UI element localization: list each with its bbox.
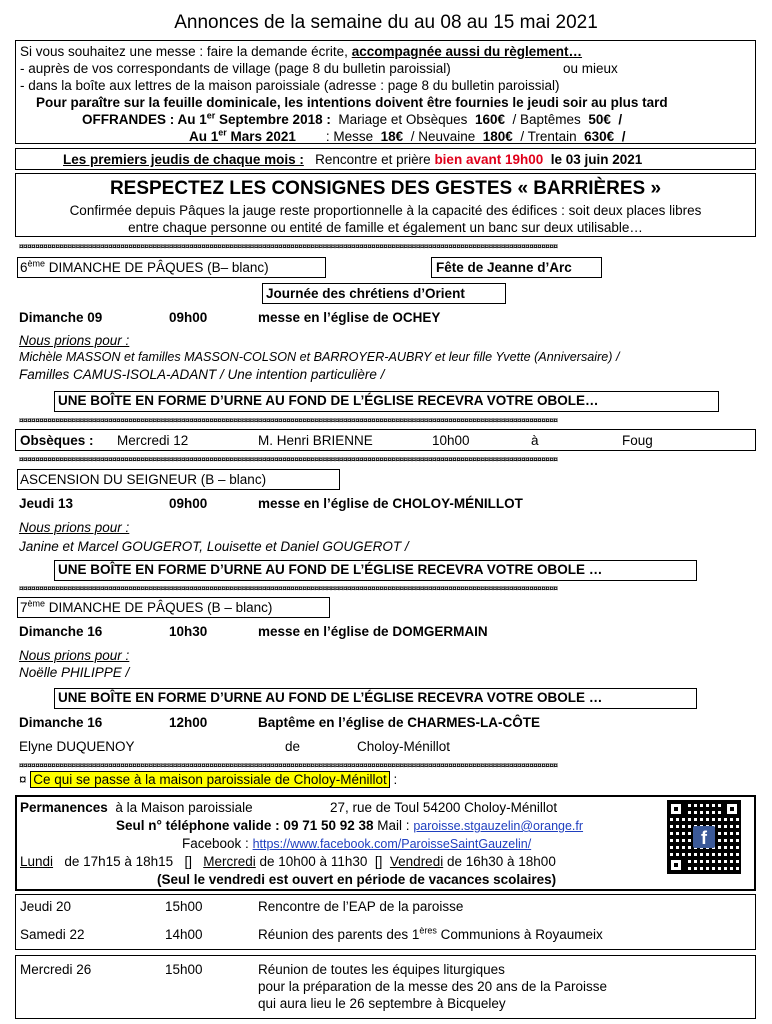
- ascension-event: messe en l’église de CHOLOY-MÉNILLOT: [258, 496, 523, 511]
- ascension-label: ASCENSION DU SEIGNEUR (B – blanc): [20, 472, 267, 487]
- sunday7-day: Dimanche 16: [19, 624, 103, 639]
- separator: ¤¤¤¤¤¤¤¤¤¤¤¤¤¤¤¤¤¤¤¤¤¤¤¤¤¤¤¤¤¤¤¤¤¤¤¤¤¤¤¤¤¤¤¤¤¤¤¤¤¤¤¤¤¤¤¤¤¤¤¤¤¤¤¤¤¤¤¤¤¤¤¤¤¤¤¤¤¤¤¤¤¤¤¤¤¤¤¤¤¤¤¤¤¤¤¤¤¤¤¤¤¤¤¤¤¤¤¤¤¤¤¤¤¤¤¤¤¤¤¤¤¤¤¤¤¤¤¤¤¤¤¤¤: [19, 456, 558, 464]
- offrandes-line-1: OFFRANDES : Au 1er Septembre 2018 : Mariage et Obsèques 160€ / Baptêmes 50€ /: [82, 110, 623, 127]
- bapteme-day: Dimanche 16: [19, 715, 103, 730]
- obseques-a: à: [531, 433, 539, 448]
- hours-line: Lundi de 17h15 à 18h15 [] Mercredi de 10h00 à 11h30 [] Vendredi de 16h30 à 18h00: [20, 854, 556, 869]
- obseques-day: Mercredi 12: [117, 433, 189, 448]
- facebook-qr-code-icon[interactable]: [667, 800, 741, 874]
- jeudis-line: Les premiers jeudis de chaque mois : Rencontre et prière bien avant 19h00 le 03 juin 2021: [63, 152, 643, 167]
- intro-line-4: Pour paraître sur la feuille dominicale, les intentions doivent être fournies le jeudi soir au plus tard: [36, 95, 668, 110]
- sunday6-label: 6ème DIMANCHE DE PÂQUES (B– blanc): [20, 258, 269, 275]
- sunday6-time: 09h00: [169, 310, 208, 325]
- event-3-line-1: Réunion de toutes les équipes liturgiques: [258, 962, 505, 977]
- offrandes-line-2: Au 1er Mars 2021 : Messe 18€ / Neuvaine 180€ / Trentain 630€ /: [189, 127, 626, 144]
- gestes-line-1: Confirmée depuis Pâques la jauge reste proportionnelle à la capacité des édifices : soit deux places libres: [69, 203, 702, 218]
- urne-text-1: UNE BOÎTE EN FORME D’URNE AU FOND DE L’ÉGLISE RECEVRA VOTRE OBOLE…: [58, 393, 599, 408]
- sunday6-day: Dimanche 09: [19, 310, 103, 325]
- event-3-day: Mercredi 26: [20, 962, 92, 977]
- sunday6-prions: Nous prions pour :: [19, 333, 130, 348]
- urne-text-2: UNE BOÎTE EN FORME D’URNE AU FOND DE L’ÉGLISE RECEVRA VOTRE OBOLE …: [58, 562, 603, 577]
- urne-text-3: UNE BOÎTE EN FORME D’URNE AU FOND DE L’ÉGLISE RECEVRA VOTRE OBOLE …: [58, 690, 603, 705]
- sunday7-prions: Nous prions pour :: [19, 648, 130, 663]
- sunday6-intentions-1: Michèle MASSON et familles MASSON-COLSON et BARROYER-AUBRY et leur fille Yvette (Anniversaire) /: [19, 350, 620, 364]
- intro-line-2: - auprès de vos correspondants de village (page 8 du bulletin paroissial): [20, 61, 451, 76]
- event-1-text: Rencontre de l’EAP de la paroisse: [258, 899, 464, 914]
- event-1-time: 15h00: [165, 899, 203, 914]
- event-1-day: Jeudi 20: [20, 899, 72, 914]
- sunday7-time: 10h30: [169, 624, 208, 639]
- bapteme-time: 12h00: [169, 715, 208, 730]
- event-3-line-3: qui aura lieu le 26 septembre à Bicqueley: [258, 996, 506, 1011]
- event-2-text: Réunion des parents des 1ères Communions à Royaumeix: [258, 925, 603, 942]
- page-title: Annonces de la semaine du au 08 au 15 mai 2021: [174, 12, 598, 33]
- fete-label: Fête de Jeanne d’Arc: [436, 260, 572, 275]
- journee-label: Journée des chrétiens d’Orient: [266, 286, 465, 301]
- event-2-time: 14h00: [165, 927, 203, 942]
- bapteme-de: de: [285, 739, 301, 754]
- facebook-line: Facebook : https://www.facebook.com/ParoisseSaintGauzelin/: [182, 836, 532, 851]
- bapteme-place: Choloy-Ménillot: [357, 739, 451, 754]
- separator: ¤¤¤¤¤¤¤¤¤¤¤¤¤¤¤¤¤¤¤¤¤¤¤¤¤¤¤¤¤¤¤¤¤¤¤¤¤¤¤¤¤¤¤¤¤¤¤¤¤¤¤¤¤¤¤¤¤¤¤¤¤¤¤¤¤¤¤¤¤¤¤¤¤¤¤¤¤¤¤¤¤¤¤¤¤¤¤¤¤¤¤¤¤¤¤¤¤¤¤¤¤¤¤¤¤¤¤¤¤¤¤¤¤¤¤¤¤¤¤¤¤¤¤¤¤¤¤¤¤¤¤¤¤: [19, 585, 558, 593]
- facebook-link[interactable]: https://www.facebook.com/ParoisseSaintGauzelin/: [252, 837, 532, 851]
- event-3-time: 15h00: [165, 962, 203, 977]
- sunday6-intentions-2: Familles CAMUS-ISOLA-ADANT / Une intention particulière /: [19, 367, 385, 382]
- event-3-line-2: pour la préparation de la messe des 20 ans de la Paroisse: [258, 979, 607, 994]
- ascension-intentions: Janine et Marcel GOUGEROT, Louisette et Daniel GOUGEROT /: [19, 539, 409, 554]
- ascension-prions: Nous prions pour :: [19, 520, 130, 535]
- sunday6-event: messe en l’église de OCHEY: [258, 310, 441, 325]
- maison-title: Ce qui se passe à la maison paroissiale de Choloy-Ménillot: [30, 771, 389, 788]
- intro-line-3: - dans la boîte aux lettres de la maison paroissiale (adresse : page 8 du bulletin paroissial): [20, 78, 560, 93]
- permanences-line: Permanences à la Maison paroissiale: [20, 800, 253, 815]
- event-2-day: Samedi 22: [20, 927, 85, 942]
- separator: ¤¤¤¤¤¤¤¤¤¤¤¤¤¤¤¤¤¤¤¤¤¤¤¤¤¤¤¤¤¤¤¤¤¤¤¤¤¤¤¤¤¤¤¤¤¤¤¤¤¤¤¤¤¤¤¤¤¤¤¤¤¤¤¤¤¤¤¤¤¤¤¤¤¤¤¤¤¤¤¤¤¤¤¤¤¤¤¤¤¤¤¤¤¤¤¤¤¤¤¤¤¤¤¤¤¤¤¤¤¤¤¤¤¤¤¤¤¤¤¤¤¤¤¤¤¤¤¤¤¤¤¤¤: [19, 243, 558, 251]
- gestes-line-2: entre chaque personne ou entité de famille et également un banc sur deux utilisable…: [128, 220, 643, 235]
- vacances-note: (Seul le vendredi est ouvert en période de vacances scolaires): [157, 872, 557, 887]
- facebook-icon: f: [693, 826, 715, 848]
- obseques-time: 10h00: [432, 433, 470, 448]
- obseques-label: Obsèques :: [20, 433, 94, 448]
- ascension-time: 09h00: [169, 496, 208, 511]
- gestes-title: RESPECTEZ LES CONSIGNES DES GESTES « BARRIÈRES »: [109, 178, 662, 199]
- intro-line-1: Si vous souhaitez une messe : faire la demande écrite, accompagnée aussi du règlement…: [20, 44, 583, 59]
- sunday7-event: messe en l’église de DOMGERMAIN: [258, 624, 488, 639]
- phone-line: Seul n° téléphone valide : 09 71 50 92 38 Mail : paroisse.stgauzelin@orange.fr: [116, 818, 584, 833]
- sunday7-label: 7ème DIMANCHE DE PÂQUES (B – blanc): [20, 598, 273, 615]
- obseques-place: Foug: [622, 433, 653, 448]
- obseques-name: M. Henri BRIENNE: [258, 433, 373, 448]
- maison-heading: ¤ Ce qui se passe à la maison paroissiale de Choloy-Ménillot :: [19, 772, 398, 787]
- bapteme-name: Elyne DUQUENOY: [19, 739, 135, 754]
- ascension-day: Jeudi 13: [19, 496, 74, 511]
- separator: ¤¤¤¤¤¤¤¤¤¤¤¤¤¤¤¤¤¤¤¤¤¤¤¤¤¤¤¤¤¤¤¤¤¤¤¤¤¤¤¤¤¤¤¤¤¤¤¤¤¤¤¤¤¤¤¤¤¤¤¤¤¤¤¤¤¤¤¤¤¤¤¤¤¤¤¤¤¤¤¤¤¤¤¤¤¤¤¤¤¤¤¤¤¤¤¤¤¤¤¤¤¤¤¤¤¤¤¤¤¤¤¤¤¤¤¤¤¤¤¤¤¤¤¤¤¤¤¤¤¤¤¤¤: [19, 762, 558, 770]
- separator: ¤¤¤¤¤¤¤¤¤¤¤¤¤¤¤¤¤¤¤¤¤¤¤¤¤¤¤¤¤¤¤¤¤¤¤¤¤¤¤¤¤¤¤¤¤¤¤¤¤¤¤¤¤¤¤¤¤¤¤¤¤¤¤¤¤¤¤¤¤¤¤¤¤¤¤¤¤¤¤¤¤¤¤¤¤¤¤¤¤¤¤¤¤¤¤¤¤¤¤¤¤¤¤¤¤¤¤¤¤¤¤¤¤¤¤¤¤¤¤¤¤¤¤¤¤¤¤¤¤¤¤¤¤: [19, 417, 558, 425]
- bapteme-event: Baptême en l’église de CHARMES-LA-CÔTE: [258, 715, 541, 730]
- sunday7-intentions: Noëlle PHILIPPE /: [19, 665, 130, 680]
- intro-line-2-b: ou mieux: [563, 61, 618, 76]
- maison-address: 27, rue de Toul 54200 Choloy-Ménillot: [330, 800, 558, 815]
- mail-link[interactable]: paroisse.stgauzelin@orange.fr: [413, 819, 584, 833]
